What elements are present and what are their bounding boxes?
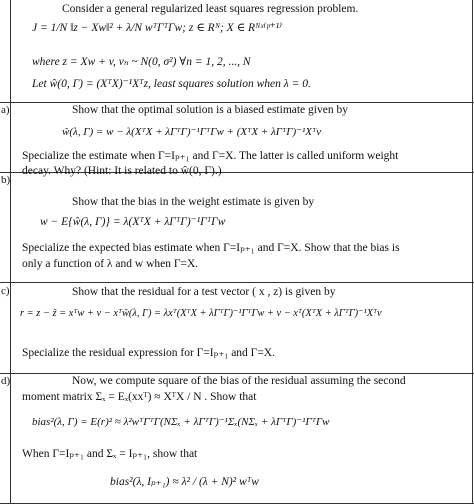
part-c-prompt: Show that the residual for a test vector ( x , z) is given by (72, 286, 336, 298)
divider-c (0, 282, 474, 283)
page-title: Consider a general regularized least squares regression problem. (62, 3, 359, 15)
part-b-label: b) (1, 174, 11, 186)
objective-equation: J = 1/N ‖z − Xw‖² + λ/N wᵀΓᵀΓw; z ∈ Rᴺ; X ∈ Rᴺˣ⁽ᵖ⁺¹⁾ (32, 22, 282, 34)
part-c-equation: r = z − ẑ = xᵀw + v − xᵀŵ(λ, Γ) = λxᵀ(XᵀX + λΓᵀΓ)⁻¹ΓᵀΓw + v − xᵀ(XᵀX + λΓᵀΓ)⁻¹Xᵀv (20, 308, 382, 319)
part-d-equation: bias²(λ, Γ) = E(r)² ≈ λ²wᵀΓᵀΓ(NΣₓ + λΓᵀΓ)⁻¹Σₓ(NΣₓ + λΓᵀΓ)⁻¹ΓᵀΓw (32, 416, 330, 428)
part-c-follow-1: Specialize the residual expression for Γ=Iₚ₊₁ and Γ=X. (22, 347, 275, 359)
least-squares-note: Let ŵ(0, Γ) = (XᵀX)⁻¹Xᵀz, least squares solution when λ = 0. (32, 78, 311, 90)
left-border (10, 0, 11, 504)
part-b-follow-2: only a function of λ and w when Γ=X. (22, 258, 199, 270)
right-border (472, 0, 473, 504)
part-a-prompt: Show that the optimal solution is a biased estimate given by (72, 104, 348, 116)
part-b-prompt: Show that the bias in the weight estimate is given by (72, 196, 315, 208)
part-d-equation-2: bias²(λ, Iₚ₊₁) ≈ λ² / (λ + N)² wᵀw (110, 476, 259, 488)
part-a-follow-1: Specialize the estimate when Γ=Iₚ₊₁ and Γ=X. The latter is called uniform weight (22, 150, 399, 162)
part-b-follow-1: Specialize the expected bias estimate when Γ=Iₚ₊₁ and Γ=X. Show that the bias is (22, 242, 400, 254)
part-c-label: c) (1, 285, 10, 297)
part-d-prompt-2: moment matrix Σₓ = Eₓ(xxᵀ) ≈ XᵀX / N . Show that (22, 391, 257, 403)
part-a-follow-2: decay. Why? (Hint: It is related to ŵ(0, Γ).) (22, 165, 222, 177)
part-d-prompt: Now, we compute square of the bias of the residual assuming the second (72, 375, 406, 387)
divider-a (0, 102, 474, 103)
part-d-label: d) (1, 375, 11, 387)
part-a-equation: ŵ(λ, Γ) = w − λ(XᵀX + λΓᵀΓ)⁻¹ΓᵀΓw + (XᵀX + λΓᵀΓ)⁻¹Xᵀv (62, 126, 322, 138)
model-definition: where z = Xw + v, vₙ ~ N(0, σ²) ∀n = 1, 2, ..., N (32, 56, 251, 68)
part-d-follow-1: When Γ=Iₚ₊₁ and Σₓ = Iₚ₊₁, show that (22, 448, 198, 460)
divider-d (0, 373, 474, 374)
part-b-equation: w − E{ŵ(λ, Γ)} = λ(XᵀX + λΓᵀΓ)⁻¹ΓᵀΓw (40, 216, 226, 228)
part-a-label: a) (1, 104, 10, 116)
